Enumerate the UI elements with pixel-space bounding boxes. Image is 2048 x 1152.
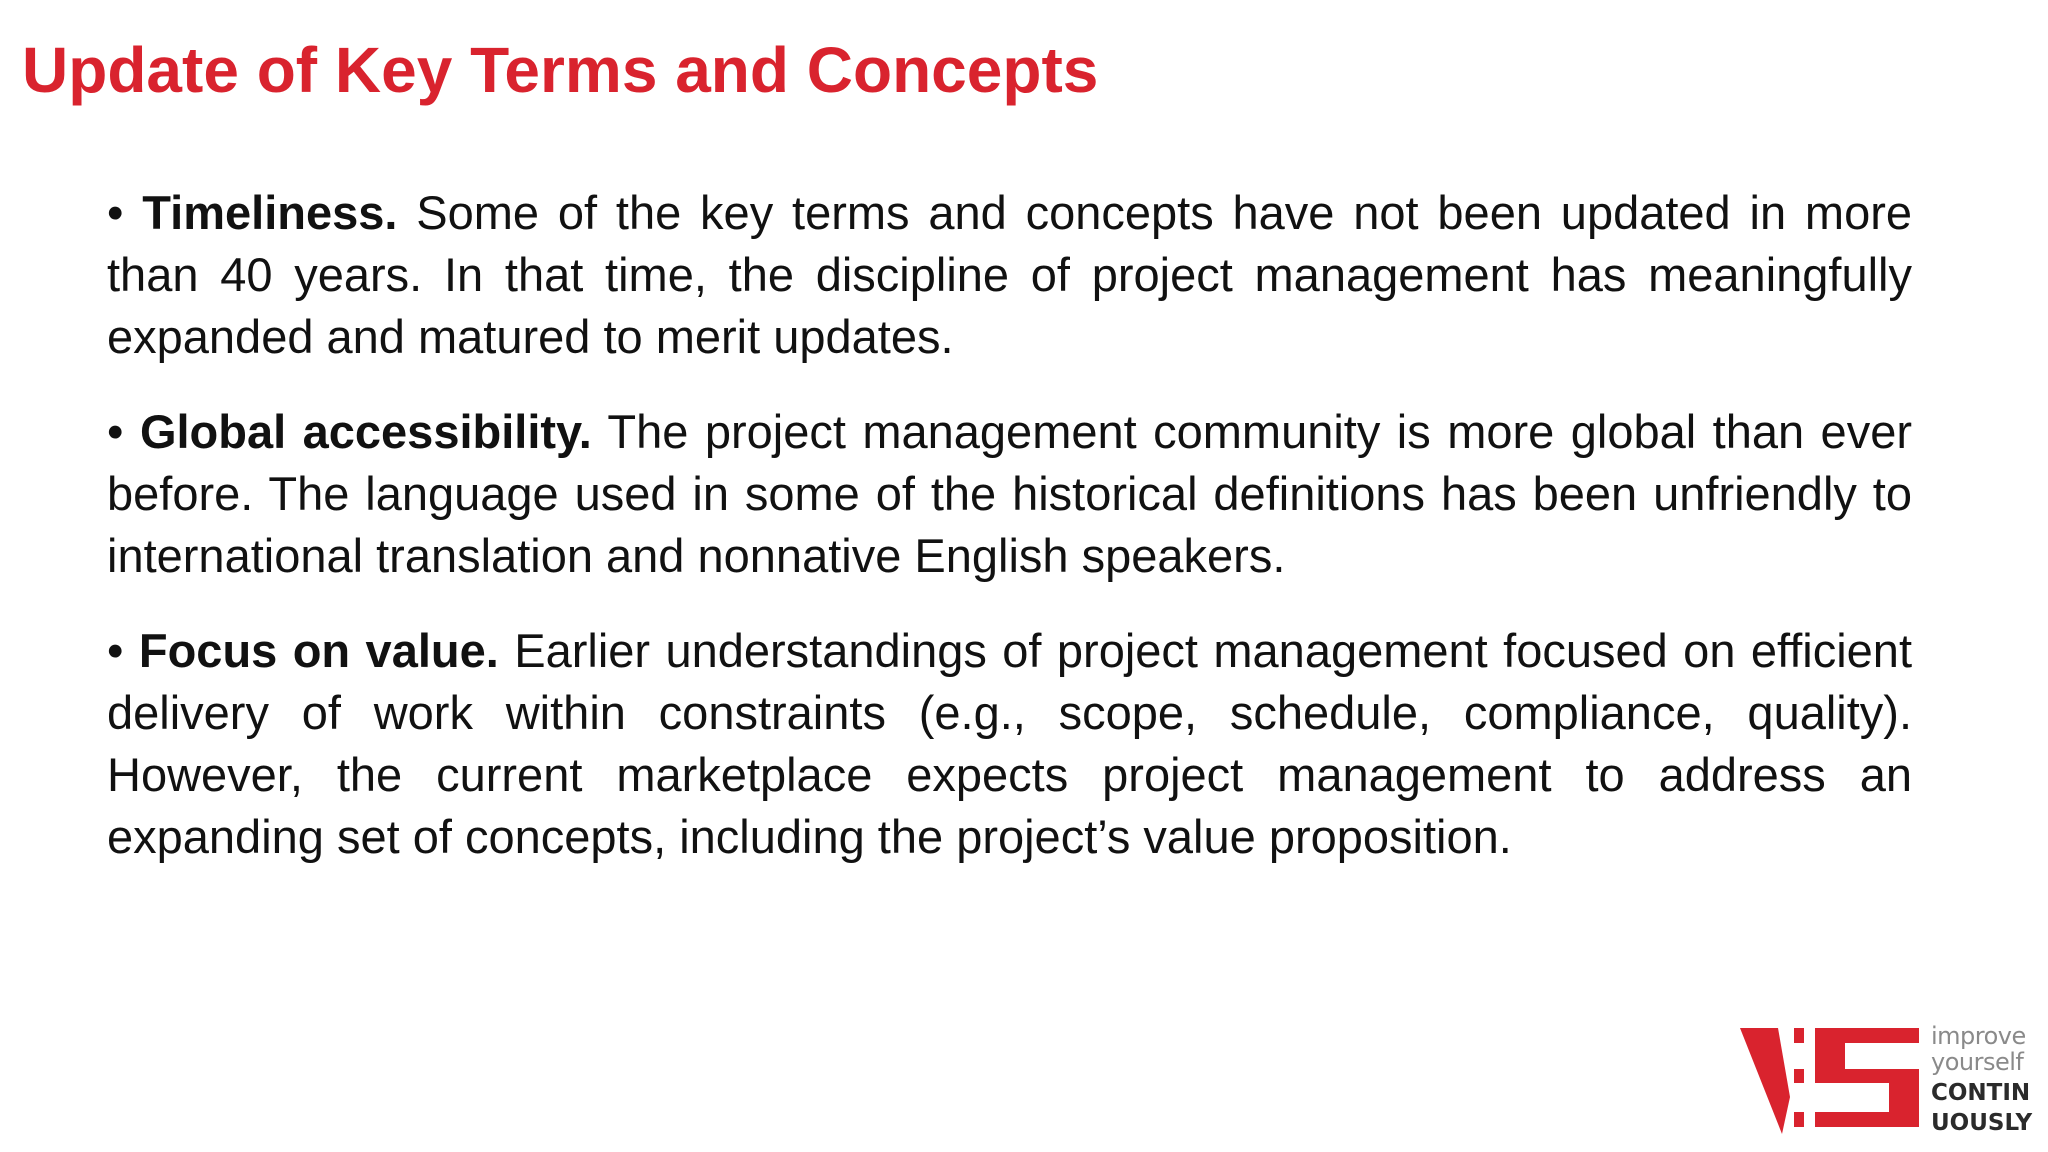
- logo-mark-icon: [1740, 1022, 1920, 1137]
- logo-text-contin: CONTIN: [1931, 1080, 2031, 1106]
- bullet-term: Focus on value.: [138, 624, 499, 677]
- bullet-text: The project management community is more global than ever before. The language used in some of the historical definitions has been unfriendly to international translation and nonnative English speakers.: [107, 405, 1912, 582]
- bullet-text: Earlier understandings of project management focused on efficient delivery of work within constraints (e.g., scope, schedule, compliance, quality). However, the current marketplace expects project management to address an expanding set of concepts, including the project’s value proposition.: [107, 624, 1913, 863]
- bullet-text: Some of the key terms and concepts have not been updated in more than 40 years. In that time, the discipline of project management has meaningfully expanded and matured to merit updates.: [107, 186, 1913, 363]
- bullet-list: [107, 182, 1912, 868]
- bullet-global-accessibility: [107, 401, 1912, 587]
- logo-text-improve: improve: [1931, 1022, 2026, 1050]
- slide-title: Update of Key Terms and Concepts: [22, 34, 1099, 106]
- logo-text-yourself: yourself: [1931, 1048, 2024, 1076]
- bullet-term: Timeliness.: [142, 186, 398, 239]
- bullet-timeliness: [107, 182, 1912, 368]
- bullet-marker: •: [107, 405, 124, 458]
- bullet-term: Global accessibility.: [139, 405, 592, 458]
- bullet-focus-on-value: [107, 620, 1912, 868]
- bullet-marker: •: [107, 624, 124, 677]
- bullet-marker: •: [107, 186, 124, 239]
- logo-text-uously: UOUSLY: [1931, 1110, 2033, 1136]
- company-logo: [1740, 1022, 2040, 1137]
